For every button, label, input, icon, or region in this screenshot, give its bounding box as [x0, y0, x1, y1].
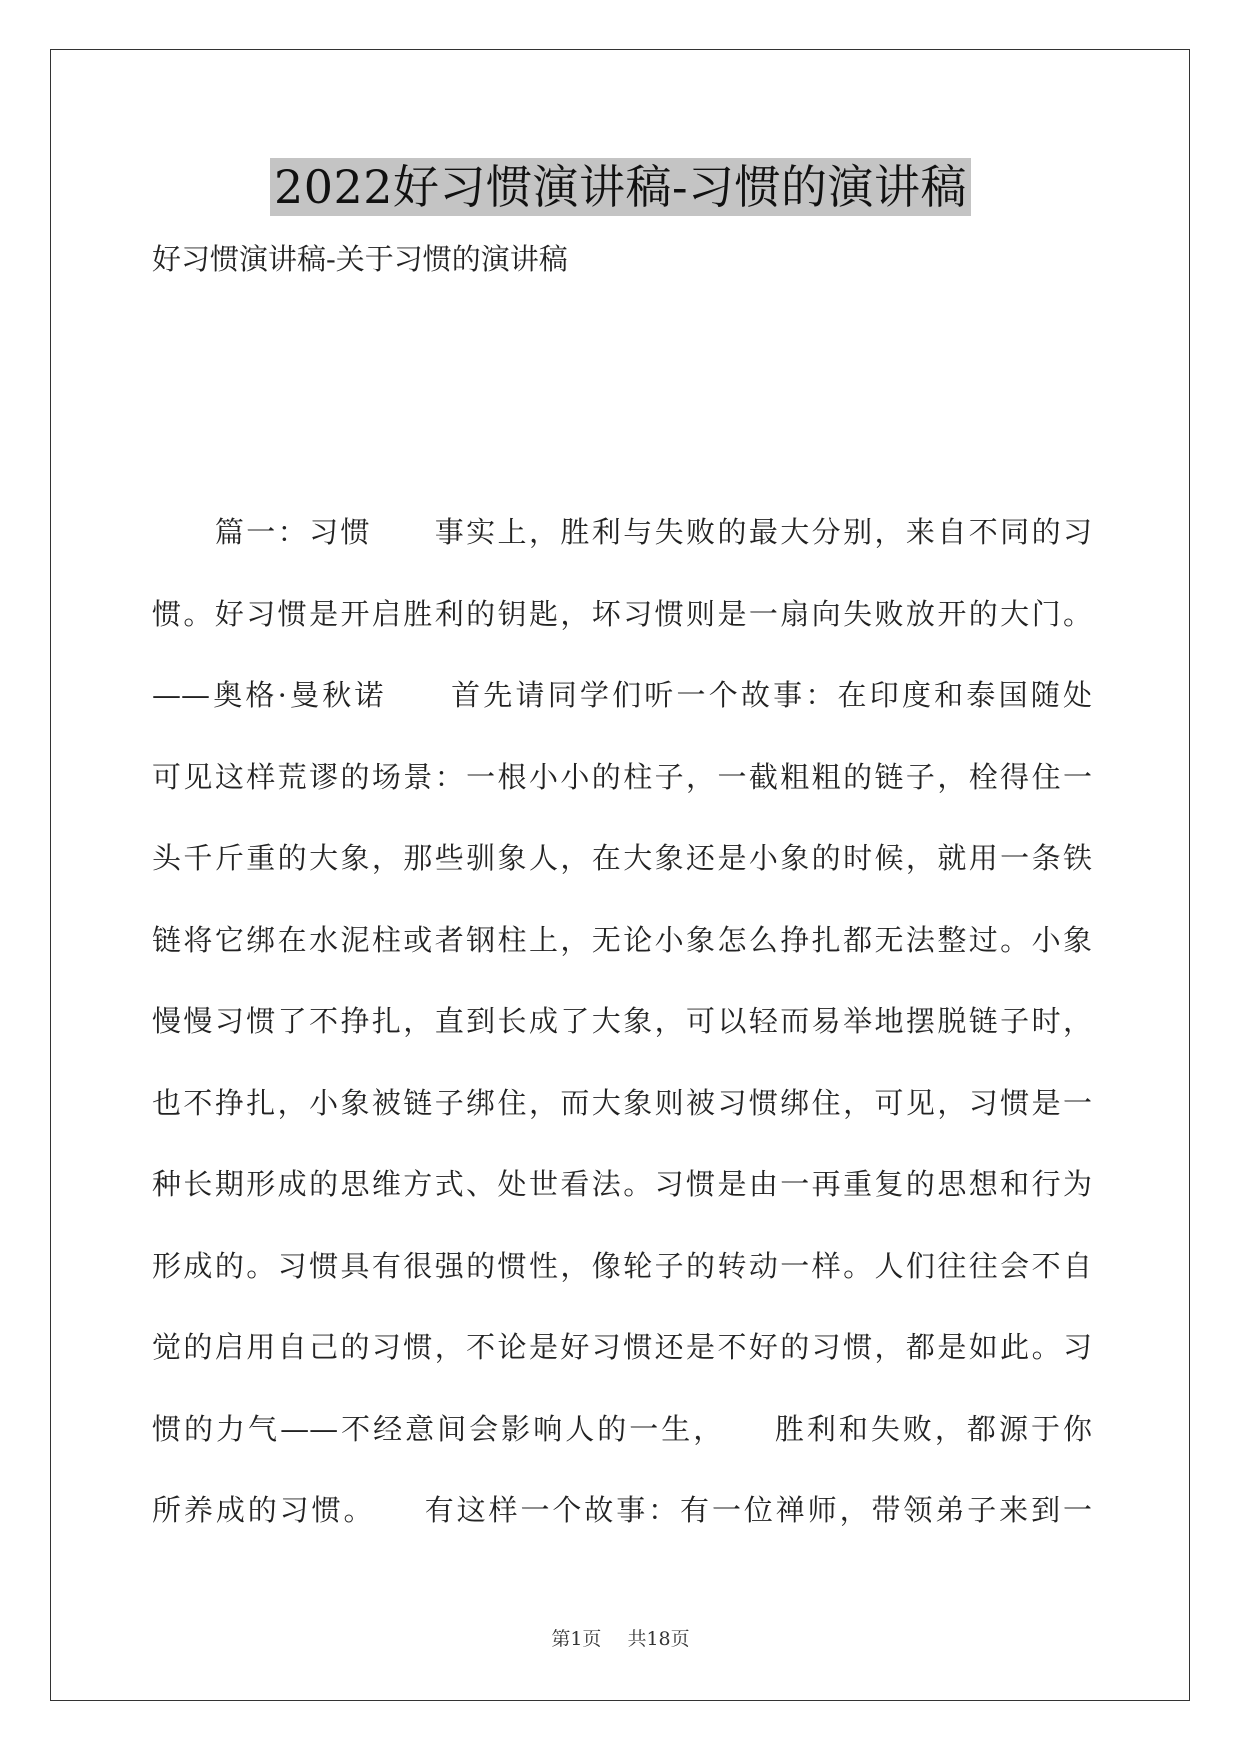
body-line: 惯。好习惯是开启胜利的钥匙，坏习惯则是一扇向失败放开的大门。 — [152, 596, 1092, 631]
body-line: 所养成的习惯。 有这样一个故事：有一位禅师，带领弟子来到一 — [152, 1493, 1092, 1527]
body-line: 篇一：习惯 事实上，胜利与失败的最大分别，来自不同的习 — [152, 515, 1092, 549]
body-line: 可见这样荒谬的场景：一根小小的柱子，一截粗粗的链子，栓得住一 — [152, 759, 1092, 794]
body-line: 种长期形成的思维方式、处世看法。习惯是由一再重复的思想和行为 — [152, 1167, 1092, 1201]
body-line: ——奥格·曼秋诺 首先请同学们听一个故事：在印度和泰国随处 — [152, 678, 1092, 712]
body-line: 觉的启用自己的习惯，不论是好习惯还是不好的习惯，都是如此。习 — [152, 1330, 1092, 1364]
document-subtitle: 好习惯演讲稿-关于习惯的演讲稿 — [152, 242, 568, 276]
page-total: 共18页 — [627, 1628, 690, 1650]
body-line: 也不挣扎，小象被链子绑住，而大象则被习惯绑住，可见，习惯是一 — [152, 1085, 1092, 1120]
body-line: 链将它绑在水泥柱或者钢柱上，无论小象怎么挣扎都无法整过。小象 — [152, 922, 1092, 957]
body-text — [152, 513, 1092, 1573]
page-footer — [0, 1627, 1241, 1651]
body-line: 惯的力气——不经意间会影响人的一生， 胜利和失败，都源于你 — [152, 1411, 1092, 1446]
body-line: 形成的。习惯具有很强的惯性，像轮子的转动一样。人们往往会不自 — [152, 1248, 1092, 1283]
body-line: 头千斤重的大象，那些驯象人，在大象还是小象的时候，就用一条铁 — [152, 841, 1092, 875]
document-title: 2022好习惯演讲稿-习惯的演讲稿 — [270, 158, 971, 216]
body-line: 慢慢习惯了不挣扎，直到长成了大象，可以轻而易举地摆脱链子时， — [152, 1004, 1092, 1038]
title-container — [0, 158, 1241, 216]
page-number: 第1页 — [551, 1628, 602, 1650]
